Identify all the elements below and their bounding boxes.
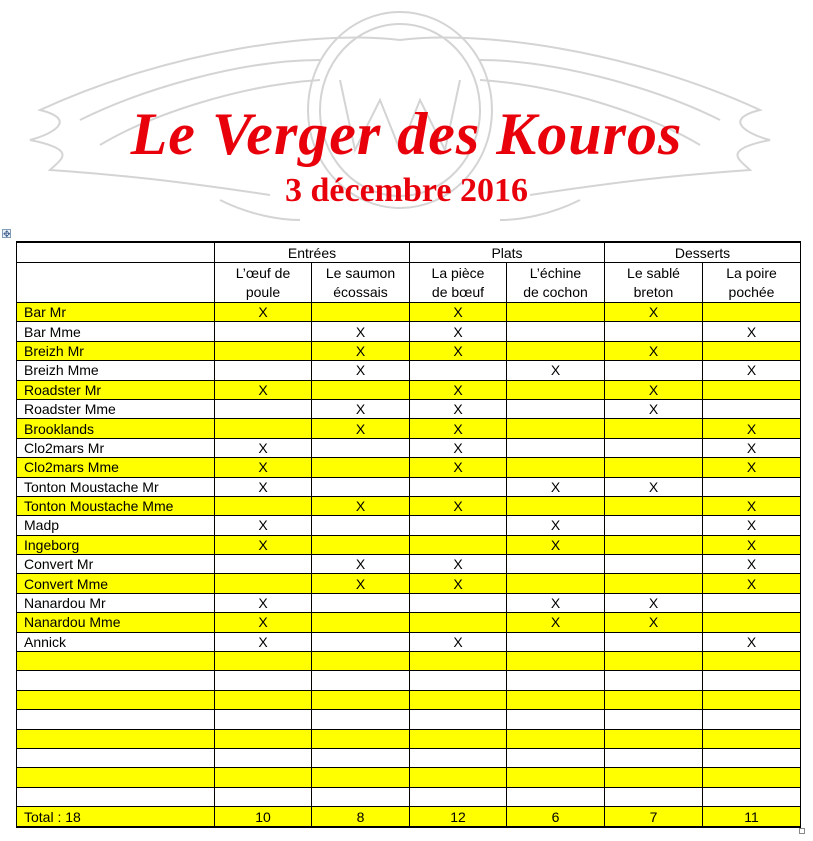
dish-header-line: écossais xyxy=(333,283,388,300)
choice-cell xyxy=(703,671,801,690)
choice-cell: X xyxy=(410,458,507,477)
table-row xyxy=(17,322,801,341)
table-row xyxy=(17,787,801,806)
choice-cell xyxy=(215,671,312,690)
table-row xyxy=(17,496,801,515)
dish-header-line: poule xyxy=(245,283,281,300)
choice-cell: X xyxy=(410,496,507,515)
choice-cell xyxy=(703,341,801,360)
choice-cell xyxy=(215,652,312,671)
header-blank xyxy=(17,242,215,263)
choice-cell xyxy=(703,748,801,767)
total-value: 12 xyxy=(410,807,507,828)
choice-cell xyxy=(312,768,410,787)
guest-name xyxy=(17,652,215,671)
table-row xyxy=(17,555,801,574)
dish-header xyxy=(507,263,605,303)
choice-cell: X xyxy=(410,632,507,651)
choice-cell xyxy=(215,787,312,806)
group-entrees: Entrées xyxy=(215,242,410,263)
dish-header-line: La pièce xyxy=(431,264,485,281)
choice-cell xyxy=(410,748,507,767)
choice-cell xyxy=(215,322,312,341)
choice-cell xyxy=(507,458,605,477)
guest-name: Breizh Mr xyxy=(17,341,215,360)
table-row xyxy=(17,710,801,729)
choice-cell: X xyxy=(605,380,703,399)
choice-cell xyxy=(312,690,410,709)
choice-cell xyxy=(312,652,410,671)
choice-cell xyxy=(215,341,312,360)
choice-cell: X xyxy=(410,341,507,360)
table-row xyxy=(17,652,801,671)
guest-name: Brooklands xyxy=(17,419,215,438)
choice-cell: X xyxy=(215,477,312,496)
choice-cell: X xyxy=(215,438,312,457)
choice-cell xyxy=(703,613,801,632)
guest-name: Clo2mars Mr xyxy=(17,438,215,457)
choice-cell: X xyxy=(703,632,801,651)
choice-cell xyxy=(312,613,410,632)
choice-cell: X xyxy=(215,380,312,399)
choice-cell: X xyxy=(703,361,801,380)
choice-cell xyxy=(605,555,703,574)
choice-cell: X xyxy=(703,516,801,535)
dish-header-line: pochée xyxy=(728,283,775,300)
choice-cell xyxy=(410,729,507,748)
guest-name: Tonton Moustache Mr xyxy=(17,477,215,496)
choice-cell xyxy=(410,516,507,535)
choice-cell xyxy=(605,496,703,515)
total-value: 10 xyxy=(215,807,312,828)
guest-name: Bar Mme xyxy=(17,322,215,341)
choice-cell: X xyxy=(605,593,703,612)
guest-name: Roadster Mme xyxy=(17,399,215,418)
choice-cell xyxy=(605,574,703,593)
total-row xyxy=(17,807,801,828)
total-value: 6 xyxy=(507,807,605,828)
choice-cell xyxy=(507,671,605,690)
choice-cell xyxy=(410,768,507,787)
choice-cell xyxy=(507,729,605,748)
choice-cell: X xyxy=(605,341,703,360)
guest-name: Clo2mars Mme xyxy=(17,458,215,477)
choice-cell xyxy=(410,593,507,612)
choice-cell: X xyxy=(410,380,507,399)
choice-cell xyxy=(312,535,410,554)
dish-header-line: breton xyxy=(633,283,674,300)
choice-cell: X xyxy=(312,322,410,341)
guest-name xyxy=(17,748,215,767)
choice-cell: X xyxy=(410,399,507,418)
table-row xyxy=(17,303,801,322)
choice-cell: X xyxy=(312,496,410,515)
choice-cell xyxy=(507,710,605,729)
choice-cell xyxy=(605,322,703,341)
choice-cell: X xyxy=(215,535,312,554)
choice-cell: X xyxy=(605,613,703,632)
table-row xyxy=(17,593,801,612)
dish-header-line: La poire xyxy=(726,264,777,281)
choice-cell xyxy=(605,671,703,690)
guest-name: Breizh Mme xyxy=(17,361,215,380)
choice-cell xyxy=(215,748,312,767)
dish-header xyxy=(215,263,312,303)
choice-cell: X xyxy=(507,613,605,632)
choice-cell: X xyxy=(507,516,605,535)
choice-cell: X xyxy=(703,555,801,574)
choice-cell xyxy=(605,729,703,748)
choice-cell xyxy=(605,787,703,806)
table-row xyxy=(17,729,801,748)
choice-cell: X xyxy=(410,438,507,457)
choice-cell xyxy=(507,652,605,671)
choice-cell xyxy=(312,516,410,535)
guest-name xyxy=(17,729,215,748)
choice-cell: X xyxy=(312,361,410,380)
total-value: 7 xyxy=(605,807,703,828)
choice-cell xyxy=(312,787,410,806)
choice-cell xyxy=(215,419,312,438)
choice-cell: X xyxy=(410,574,507,593)
choice-cell xyxy=(410,361,507,380)
guest-name: Ingeborg xyxy=(17,535,215,554)
choice-cell xyxy=(703,399,801,418)
choice-cell xyxy=(507,303,605,322)
choice-cell xyxy=(703,652,801,671)
choice-cell xyxy=(605,768,703,787)
table-row xyxy=(17,458,801,477)
dish-header xyxy=(703,263,801,303)
choice-cell xyxy=(215,710,312,729)
choice-cell xyxy=(605,710,703,729)
choice-cell xyxy=(507,748,605,767)
choice-cell xyxy=(605,516,703,535)
guest-name: Roadster Mr xyxy=(17,380,215,399)
choice-cell: X xyxy=(703,438,801,457)
choice-cell xyxy=(312,729,410,748)
choice-cell: X xyxy=(507,477,605,496)
choice-cell xyxy=(703,380,801,399)
choice-cell xyxy=(507,322,605,341)
total-label: Total : 18 xyxy=(17,807,215,828)
choice-cell xyxy=(215,768,312,787)
choice-cell: X xyxy=(410,555,507,574)
event-date: 3 décembre 2016 xyxy=(285,172,528,209)
choice-cell xyxy=(507,555,605,574)
choice-cell xyxy=(215,496,312,515)
choice-cell xyxy=(703,710,801,729)
dish-header xyxy=(312,263,410,303)
table-row xyxy=(17,748,801,767)
table-row xyxy=(17,516,801,535)
guest-name: Convert Mme xyxy=(17,574,215,593)
choice-cell xyxy=(703,768,801,787)
choice-cell xyxy=(312,632,410,651)
choice-cell: X xyxy=(410,419,507,438)
dish-header-line: Le sablé xyxy=(627,264,680,281)
choice-cell xyxy=(507,574,605,593)
choice-cell xyxy=(312,671,410,690)
choice-cell xyxy=(507,380,605,399)
table-resize-handle[interactable] xyxy=(799,828,805,834)
guest-name: Tonton Moustache Mme xyxy=(17,496,215,515)
choice-cell: X xyxy=(703,458,801,477)
choice-cell xyxy=(605,361,703,380)
choice-cell xyxy=(215,574,312,593)
choice-cell xyxy=(703,593,801,612)
choice-cell xyxy=(410,652,507,671)
table-row xyxy=(17,361,801,380)
choice-cell: X xyxy=(215,593,312,612)
table-row xyxy=(17,399,801,418)
choice-cell xyxy=(605,535,703,554)
choice-cell xyxy=(605,652,703,671)
table-row xyxy=(17,574,801,593)
table-row xyxy=(17,380,801,399)
guest-name xyxy=(17,671,215,690)
choice-cell xyxy=(507,768,605,787)
choice-cell xyxy=(507,787,605,806)
guest-name: Annick xyxy=(17,632,215,651)
choice-cell xyxy=(215,690,312,709)
choice-cell xyxy=(410,535,507,554)
group-desserts: Desserts xyxy=(605,242,801,263)
choice-cell xyxy=(312,458,410,477)
table-move-handle-icon[interactable]: ✥ xyxy=(3,229,11,239)
choice-cell: X xyxy=(312,555,410,574)
choice-cell: X xyxy=(507,535,605,554)
choice-cell xyxy=(215,555,312,574)
choice-cell: X xyxy=(215,516,312,535)
menu-choices-table xyxy=(16,241,801,828)
choice-cell: X xyxy=(312,419,410,438)
choice-cell xyxy=(312,380,410,399)
choice-cell xyxy=(507,399,605,418)
choice-cell: X xyxy=(410,303,507,322)
guest-name: Nanardou Mr xyxy=(17,593,215,612)
choice-cell xyxy=(312,710,410,729)
choice-cell xyxy=(312,303,410,322)
table-row xyxy=(17,632,801,651)
choice-cell xyxy=(605,632,703,651)
choice-cell xyxy=(410,477,507,496)
table-row xyxy=(17,768,801,787)
table-row xyxy=(17,419,801,438)
choice-cell: X xyxy=(703,535,801,554)
page-title: Le Verger des Kouros xyxy=(130,101,683,167)
group-plats: Plats xyxy=(410,242,605,263)
choice-cell xyxy=(312,748,410,767)
choice-cell xyxy=(312,438,410,457)
choice-cell xyxy=(312,477,410,496)
choice-cell: X xyxy=(312,399,410,418)
choice-cell xyxy=(605,419,703,438)
table-row xyxy=(17,535,801,554)
choice-cell xyxy=(410,787,507,806)
choice-cell: X xyxy=(410,322,507,341)
choice-cell: X xyxy=(215,303,312,322)
guest-name xyxy=(17,710,215,729)
table-row xyxy=(17,690,801,709)
total-value: 8 xyxy=(312,807,410,828)
choice-cell xyxy=(507,341,605,360)
table-row xyxy=(17,477,801,496)
choice-cell xyxy=(605,458,703,477)
table-row xyxy=(17,438,801,457)
choice-cell xyxy=(507,419,605,438)
table-row xyxy=(17,671,801,690)
choice-cell xyxy=(410,690,507,709)
guest-name: Nanardou Mme xyxy=(17,613,215,632)
guest-name xyxy=(17,787,215,806)
choice-cell xyxy=(605,748,703,767)
dish-header xyxy=(410,263,507,303)
table-row xyxy=(17,341,801,360)
choice-cell xyxy=(703,303,801,322)
dish-header-line: de cochon xyxy=(523,283,588,300)
choice-cell: X xyxy=(507,593,605,612)
choice-cell xyxy=(410,710,507,729)
choice-cell: X xyxy=(312,341,410,360)
choice-cell xyxy=(312,593,410,612)
choice-cell xyxy=(410,671,507,690)
choice-cell xyxy=(507,496,605,515)
choice-cell: X xyxy=(507,361,605,380)
choice-cell xyxy=(215,729,312,748)
choice-cell xyxy=(605,438,703,457)
choice-cell xyxy=(703,477,801,496)
dish-header-line: de bœuf xyxy=(431,283,485,300)
choice-cell xyxy=(703,729,801,748)
choice-cell xyxy=(703,690,801,709)
guest-name xyxy=(17,768,215,787)
guest-name: Madp xyxy=(17,516,215,535)
choice-cell: X xyxy=(605,477,703,496)
choice-cell: X xyxy=(703,419,801,438)
choice-cell xyxy=(215,361,312,380)
guest-name xyxy=(17,690,215,709)
choice-cell: X xyxy=(215,458,312,477)
choice-cell: X xyxy=(312,574,410,593)
choice-cell: X xyxy=(215,613,312,632)
dish-header xyxy=(605,263,703,303)
choice-cell xyxy=(703,787,801,806)
guest-name: Bar Mr xyxy=(17,303,215,322)
choice-cell xyxy=(507,438,605,457)
dish-header-line: L’échine xyxy=(529,264,582,281)
dish-header-line: Le saumon xyxy=(325,264,396,281)
choice-cell xyxy=(605,690,703,709)
choice-cell xyxy=(410,613,507,632)
choice-cell: X xyxy=(703,496,801,515)
total-value: 11 xyxy=(703,807,801,828)
choice-cell xyxy=(215,399,312,418)
choice-cell xyxy=(507,690,605,709)
choice-cell: X xyxy=(703,574,801,593)
choice-cell: X xyxy=(605,399,703,418)
choice-cell: X xyxy=(703,322,801,341)
table-row xyxy=(17,613,801,632)
dish-header-line: L’œuf de xyxy=(235,264,291,281)
header-blank xyxy=(17,263,215,303)
choice-cell xyxy=(507,632,605,651)
choice-cell: X xyxy=(605,303,703,322)
choice-cell: X xyxy=(215,632,312,651)
guest-name: Convert Mr xyxy=(17,555,215,574)
